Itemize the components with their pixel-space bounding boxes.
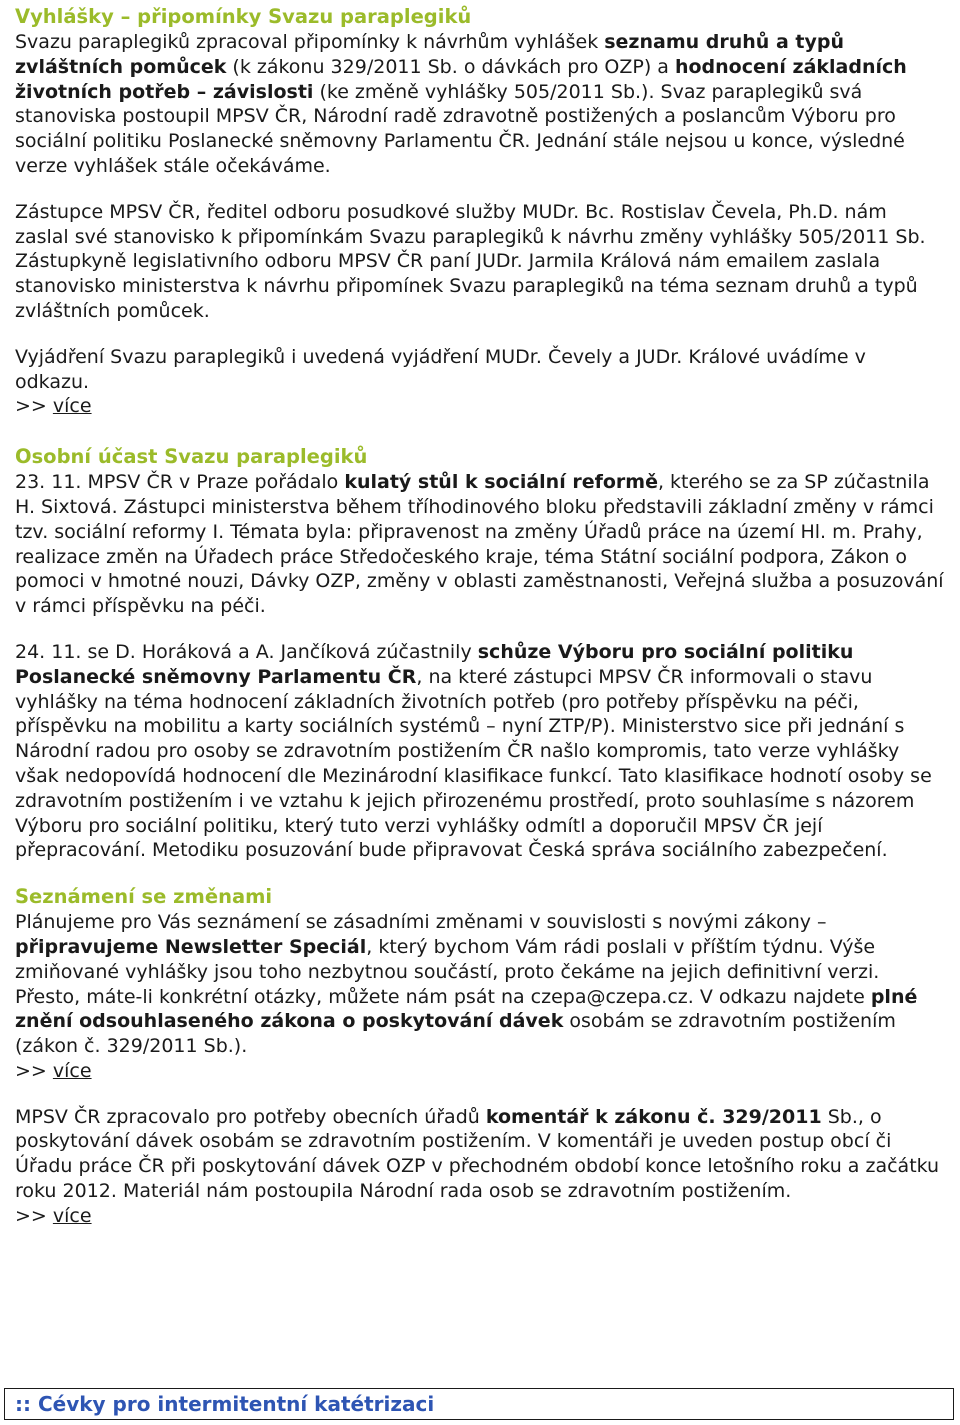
paragraph-newsletter-special: Plánujeme pro Vás seznámení se zásadními změnami v souvislosti s novými zákony – připravujeme Newsletter Speciál, který bychom Vám rádi poslali v příštím týdnu. Výše zmiňované vyhlášky jsou toho nezbytnou součástí, proto čekáme na jejich definitivní verzi. Přesto, máte-li konkrétní otázky, můžete nám psát na czepa@czepa.cz. V odkazu najdete plné znění odsouhlaseného zákona o poskytování dávek osobám se zdravotním postižením (zákon č. 329/2011 Sb.). [15,911,918,1058]
paragraph-vyhlasky-intro: Svazu paraplegiků zpracoval připomínky k návrhům vyhlášek seznamu druhů a typů zvláštních pomůcek (k zákonu 329/2011 Sb. o dávkách pro OZP) a hodnocení základních životních potřeb – závislosti (ke změně vyhlášky 505/2011 Sb.). Svaz paraplegiků svá stanoviska postoupil MPSV ČR, Národní radě zdravotně postižených a poslancům Výboru pro sociální politiku Poslanecké sněmovny Parlamentu ČR. Jednání stále nejsou u konce, výsledné verze vyhlášek stále očekáváme. [15,31,907,177]
more-link-zakon[interactable]: >> více [15,1059,92,1082]
section-title-osobni-ucast: Osobní účast Svazu paraplegiků [15,445,368,469]
footer-section-link[interactable]: :: Cévky pro intermitentní katétrizaci [15,1392,435,1416]
more-link-komentar[interactable]: >> více [15,1204,92,1227]
newsletter-content [15,4,945,1229]
more-link-vyhlasky[interactable]: >> více [15,395,92,418]
paragraph-komentar: MPSV ČR zpracovalo pro potřeby obecních úřadů komentář k zákonu č. 329/2011 Sb., o poskytování dávek osobám se zdravotním postižením. V komentáři je uveden postup obcí či Úřadu práce ČR při poskytování dávek OZP v přechodném období konce letošního roku a začátku roku 2012. Materiál nám postoupila Národní rada osob se zdravotním postižením. [15,1105,940,1203]
section-title-seznameni: Seznámení se změnami [15,885,273,909]
paragraph-vyjadreni: Vyjádření Svazu paraplegiků i uvedená vyjádření MUDr. Čevely a JUDr. Králové uvádíme v odkazu. [15,345,866,393]
paragraph-cevela-statement: Zástupce MPSV ČR, ředitel odboru posudkové služby MUDr. Bc. Rostislav Čevela, Ph.D. nám zaslal své stanovisko k připomínkám Svazu paraplegiků k návrhu změny vyhlášky 505/2011 Sb. [15,200,926,248]
more-link-text[interactable]: více [52,395,92,418]
paragraph-kulaty-stul: 23. 11. MPSV ČR v Praze pořádalo kulatý stůl k sociální reformě, kterého se za SP zúčastnila H. Sixtová. Zástupci ministerstva během tříhodinového bloku představili základní změny v rámci tzv. sociální reformy I. Témata byla: připravenost na změny Úřadů práce na území Hl. m. Prahy, realizace změn na Úřadech práce Středočeského kraje, téma Státní sociální podpora, Zákon o pomoci v hmotné nouzi, Dávky OZP, změny v oblasti zaměstnanosti, Veřejná služba a posuzování v rámci příspěvku na péči. [15,471,944,618]
section-title-vyhlasky: Vyhlášky – připomínky Svazu paraplegiků [15,5,472,28]
more-link-text[interactable]: více [52,1059,92,1082]
paragraph-kralova-statement: Zástupkyně legislativního odboru MPSV ČR paní JUDr. Jarmila Králová nám emailem zaslala stanovisko ministerstva k návrhu připomínek Svazu paraplegiků na téma seznam druhů a typů zvláštních pomůcek. [15,250,918,322]
footer-section-box [4,1388,954,1420]
paragraph-schuze-vyboru: 24. 11. se D. Horáková a A. Jančíková zúčastnily schůze Výboru pro sociální politiku Poslanecké sněmovny Parlamentu ČR, na které zástupci MPSV ČR informovali o stavu vyhlášky na téma hodnocení základních životních potřeb (pro potřeby příspěvku na péči, příspěvku na mobilitu a karty sociálních systémů – nyní ZTP/P). Ministerstvo sice při jednání s Národní radou pro osoby se zdravotním postižením ČR našlo kompromis, tato verze vyhlášky však nedopovídá hodnocení dle Mezinárodní klasifikace funkcí. Tato klasifikace hodnotí osoby se zdravotním postižením i ve vztahu k jejich přirozenému prostředí, proto souhlasíme s názorem Výboru pro sociální politiku, který tuto verzi vyhlášky odmítl a doporučil MPSV ČR její přepracování. Metodiku posuzování bude připravovat Česká správa sociálního zabezpečení. [15,640,932,862]
more-link-text[interactable]: více [52,1204,92,1227]
